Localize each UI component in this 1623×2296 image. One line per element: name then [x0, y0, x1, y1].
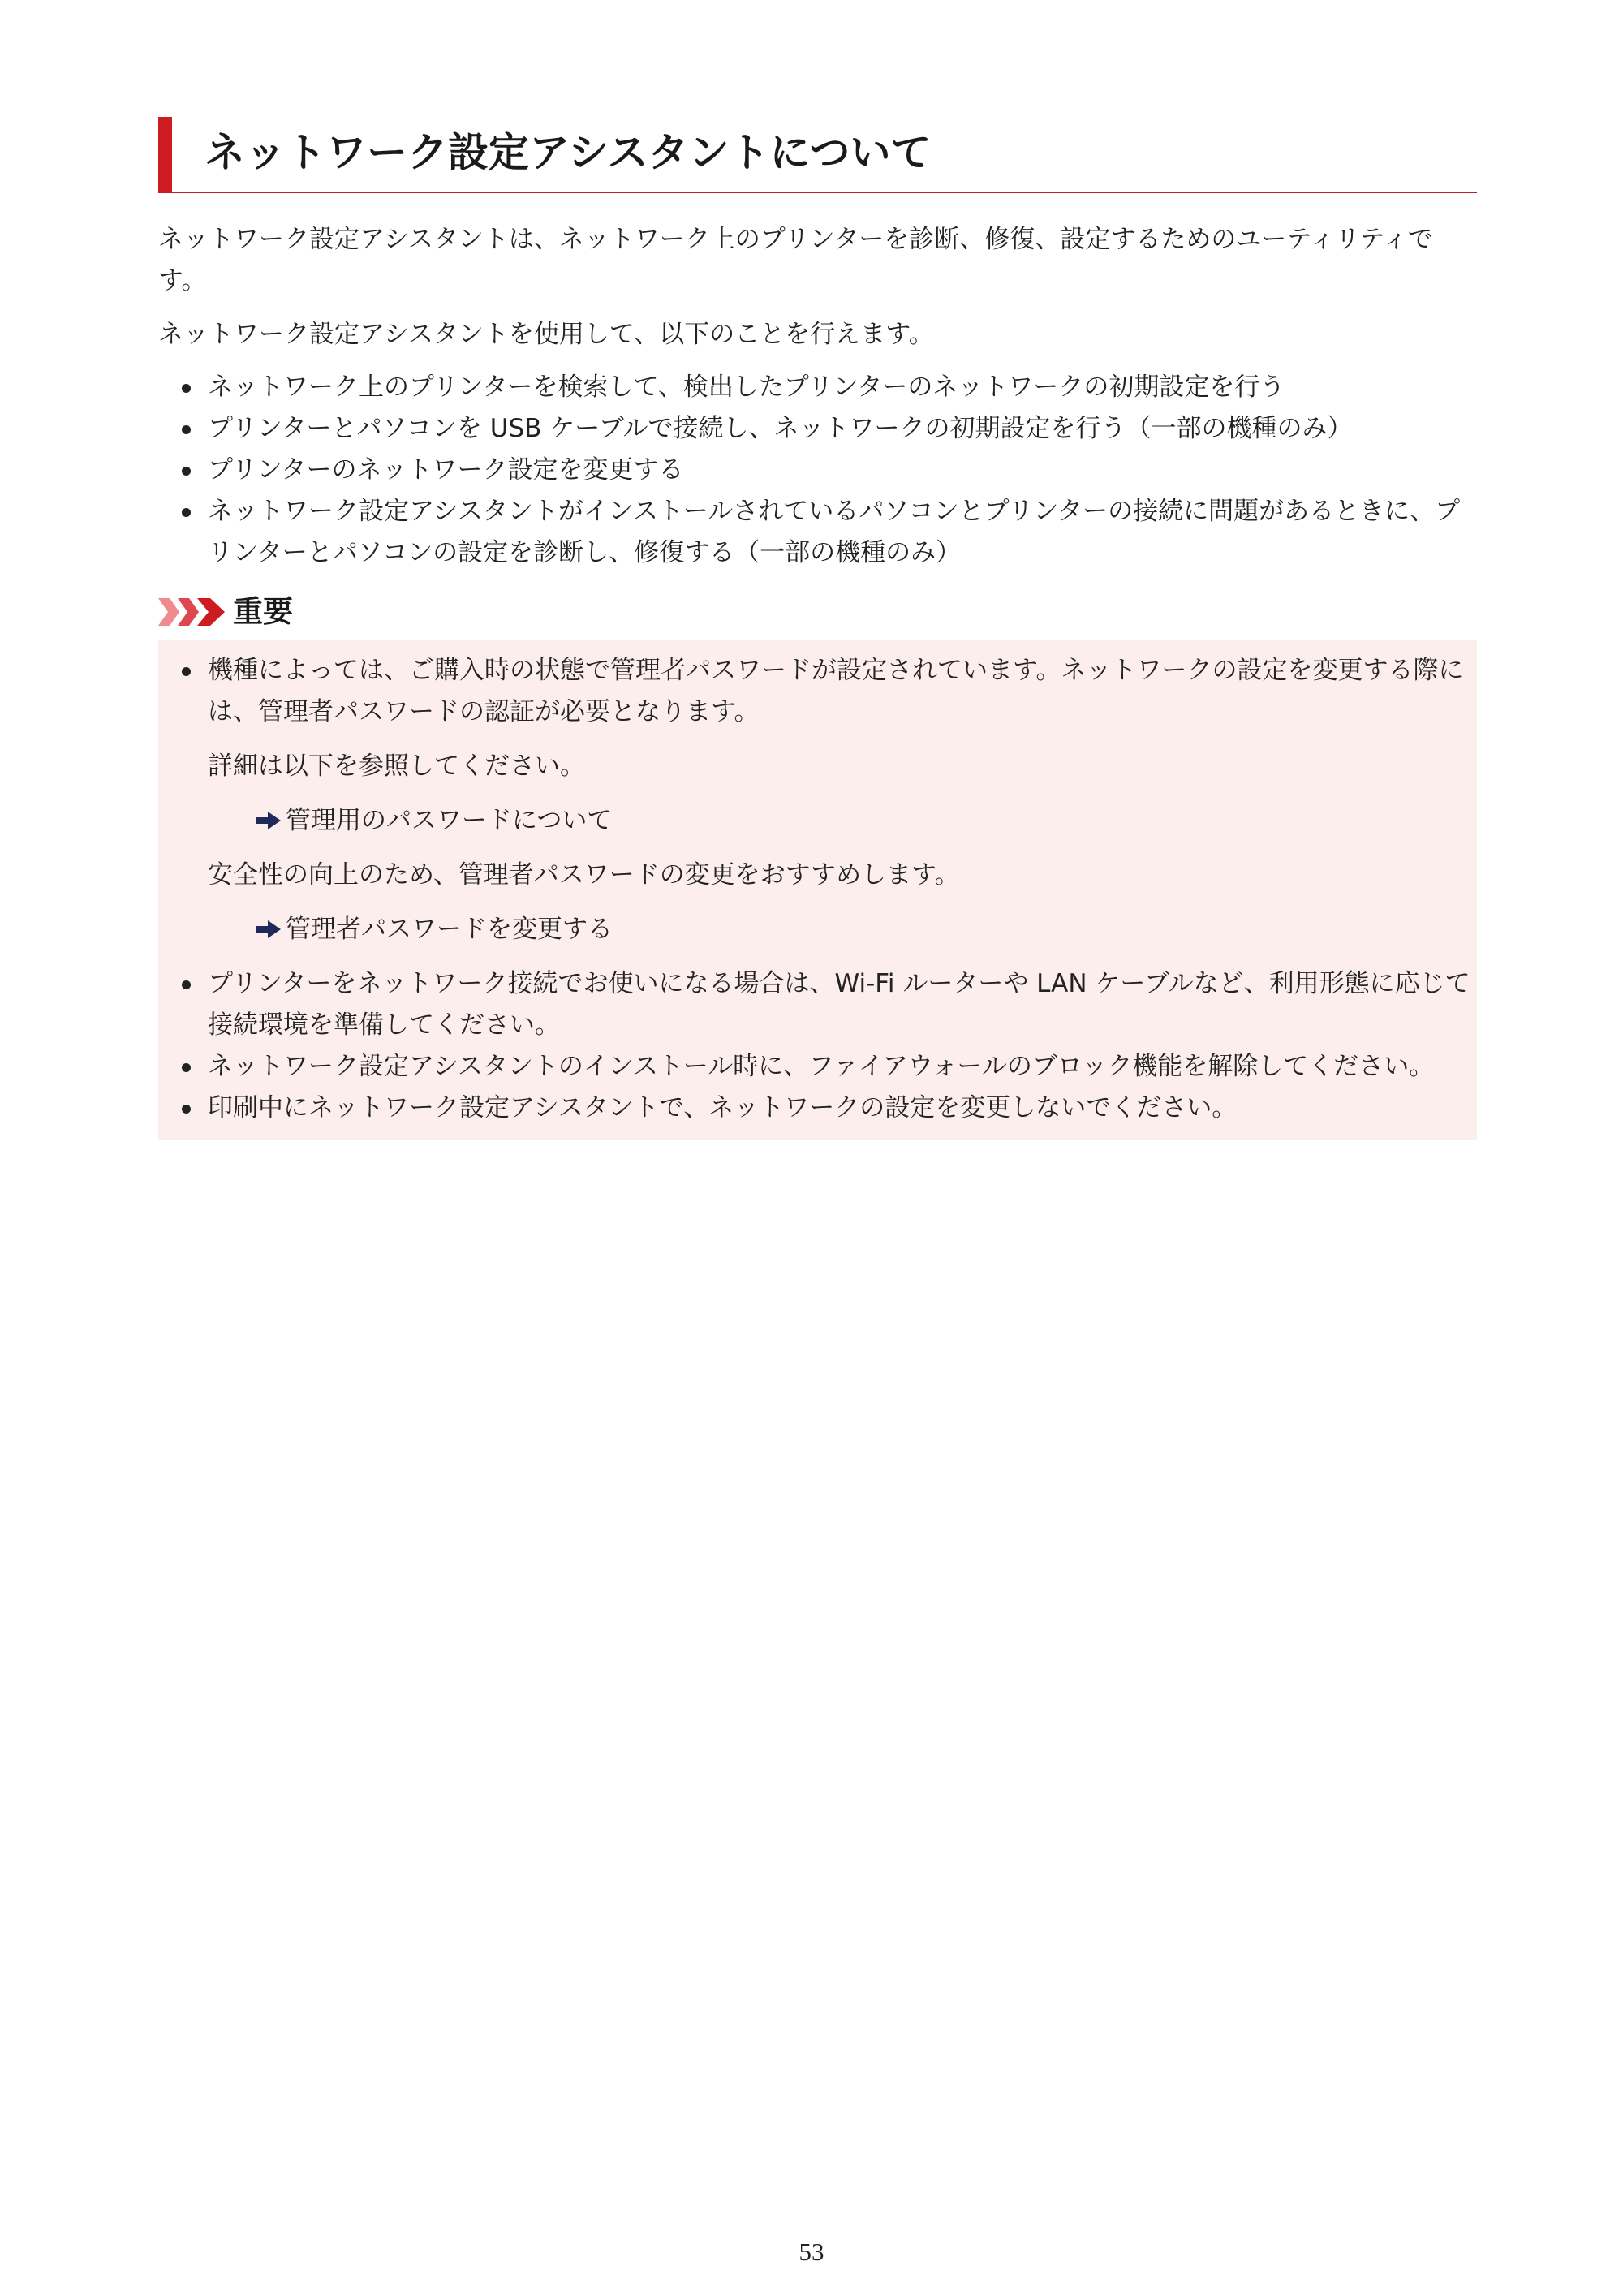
- intro-lead: ネットワーク設定アシスタントを使用して、以下のことを行えます。: [158, 320, 934, 349]
- title-block: [158, 114, 1477, 193]
- title-accent-bar: [158, 117, 172, 192]
- intro-paragraph: ネットワーク設定アシスタントは、ネットワーク上のプリンターを診断、修復、設定するためのユーティリティです。: [158, 225, 1433, 295]
- bullet-icon: [182, 467, 191, 476]
- list-item-text: プリンターのネットワーク設定を変更する: [208, 455, 684, 485]
- link-change-admin-password[interactable]: [256, 909, 1477, 950]
- bullet-icon: [182, 980, 191, 989]
- important-list: [158, 650, 1477, 1129]
- list-item: [158, 367, 1477, 408]
- list-item: [158, 450, 1477, 491]
- important-note-box: [158, 640, 1477, 1140]
- list-item-text: 印刷中にネットワーク設定アシスタントで、ネットワークの設定を変更しないでください。: [208, 1093, 1238, 1122]
- bullet-icon: [182, 508, 191, 517]
- arrow-right-icon: [256, 920, 281, 938]
- bullet-icon: [182, 667, 191, 676]
- important-label: 重要: [233, 594, 293, 629]
- bullet-icon: [182, 1063, 191, 1072]
- list-item: [158, 1046, 1477, 1088]
- list-item: [158, 650, 1477, 950]
- important-chevron-icon: [158, 598, 225, 626]
- page-number: 53: [799, 2238, 824, 2266]
- list-item: [158, 963, 1477, 1046]
- note-text: 安全性の向上のため、管理者パスワードの変更をおすすめします。: [208, 860, 960, 890]
- document-page: [158, 114, 1477, 1140]
- list-item-text: 機種によっては、ご購入時の状態で管理者パスワードが設定されています。ネットワークの設定を変更する際には、管理者パスワードの認証が必要となります。: [208, 656, 1464, 726]
- page-title: ネットワーク設定アシスタントについて: [204, 129, 932, 176]
- link-admin-password-about[interactable]: [256, 800, 1477, 842]
- list-item-text: ネットワーク設定アシスタントがインストールされているパソコンとプリンターの接続に問題があるときに、プリンターとパソコンの設定を診断し、修復する（一部の機種のみ）: [208, 497, 1461, 567]
- bullet-icon: [182, 1105, 191, 1114]
- bullet-icon: [182, 425, 191, 434]
- list-item: [158, 1088, 1477, 1129]
- list-item: [158, 491, 1477, 574]
- list-item: [158, 408, 1477, 450]
- list-item-text: ネットワーク上のプリンターを検索して、検出したプリンターのネットワークの初期設定を行う: [208, 373, 1285, 402]
- arrow-right-icon: [256, 812, 281, 829]
- feature-list: [158, 367, 1477, 574]
- list-item-text: プリンターとパソコンを USB ケーブルで接続し、ネットワークの初期設定を行う（一部の機種のみ）: [208, 414, 1353, 443]
- link-text[interactable]: 管理者パスワードを変更する: [286, 915, 613, 944]
- note-text: 詳細は以下を参照してください。: [208, 752, 585, 781]
- list-item-text: ネットワーク設定アシスタントのインストール時に、ファイアウォールのブロック機能を解除してください。: [208, 1052, 1435, 1081]
- link-text[interactable]: 管理用のパスワードについて: [286, 806, 613, 835]
- list-item-text: プリンターをネットワーク接続でお使いになる場合は、Wi-Fi ルーターや LAN ケーブルなど、利用形態に応じて接続環境を準備してください。: [208, 969, 1470, 1040]
- bullet-icon: [182, 384, 191, 393]
- important-header: [158, 592, 1477, 632]
